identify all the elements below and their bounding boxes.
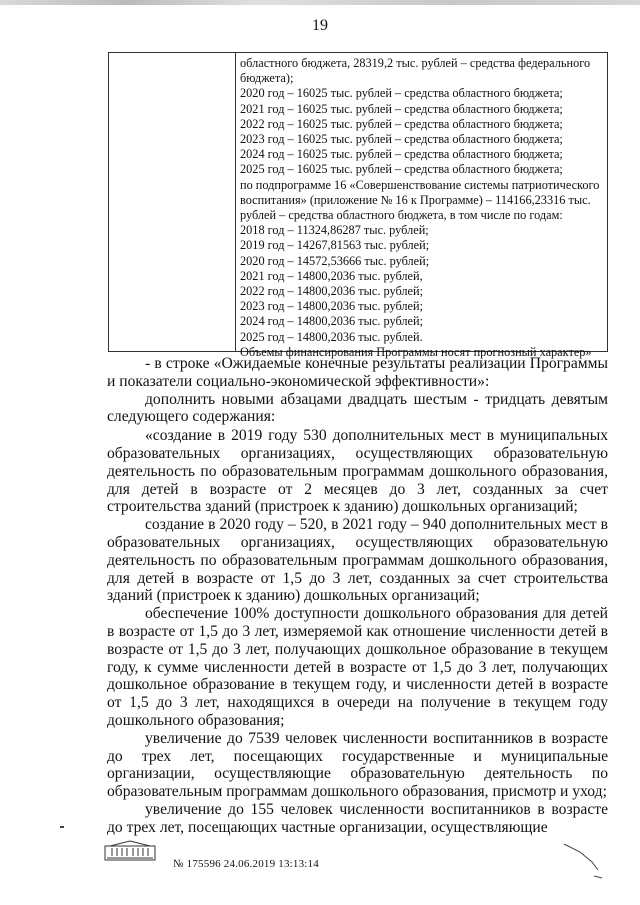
paragraph: создание в 2020 году – 520, в 2021 году – 940 дополнительных мест в образовательных организациях, осуществляющих образовательную деятельность по образовательным программам дошкольного образования, для детей в возрасте от 1,5 до 3 лет, созданных за счет строительства зданий (пристроек к зданию) дошкольных организаций; [107, 516, 608, 605]
table-line: по подпрограмме 16 «Совершенствование системы патриотического [240, 177, 600, 192]
table-column-divider [235, 53, 236, 351]
table-line: 2025 год – 16025 тыс. рублей – средства областного бюджета; [240, 162, 563, 177]
paragraph: - в строке «Ожидаемые конечные результаты реализации Программы и показатели социально-экономической эффективности»: [107, 355, 608, 390]
handwritten-mark-icon [558, 840, 613, 880]
document-body [107, 355, 608, 837]
paragraph: дополнить новыми абзацами двадцать шестым - тридцать девятым следующего содержания: [107, 390, 608, 426]
document-registration-code: № 175596 24.06.2019 13:13:14 [173, 858, 319, 870]
table-line: воспитания» (приложение № 16 к Программе) – 114166,23316 тыс. [240, 192, 591, 207]
paragraph: «создание в 2019 году 530 дополнительных мест в муниципальных образовательных организациях, осуществляющих образовательную деятельность по образовательным программам дошкольного образования, для детей в возрасте от 2 месяцев до 3 лет, созданных за счет строительства зданий (пристроек к зданию) дошкольных организаций; [107, 427, 608, 516]
table-line: 2024 год – 14800,2036 тыс. рублей; [240, 314, 423, 329]
table-line: 2022 год – 16025 тыс. рублей – средства областного бюджета; [240, 116, 563, 131]
table-cell-content [240, 56, 603, 360]
table-line: 2018 год – 11324,86287 тыс. рублей; [240, 223, 429, 238]
table-line: 2023 год – 14800,2036 тыс. рублей; [240, 299, 423, 314]
paragraph: обеспечение 100% доступности дошкольного образования для детей в возрасте от 1,5 до 3 лет, измеряемой как отношение численности детей в возрасте от 1,5 до 3 лет, получающих дошкольное образование в текущем году, к сумме численности детей в возрасте от 1,5 до 3 лет, получающих дошкольное образование в текущем году, и численности детей в возрасте от 1,5 до 3 лет, находящихся в очереди на получение в текущем году дошкольного образования; [107, 605, 608, 729]
table-line: 2021 год – 16025 тыс. рублей – средства областного бюджета; [240, 101, 563, 116]
table-line: 2023 год – 16025 тыс. рублей – средства областного бюджета; [240, 132, 563, 147]
table-line: рублей – средства областного бюджета, в том числе по годам: [240, 208, 563, 223]
table-line: 2019 год – 14267,81563 тыс. рублей; [240, 238, 430, 253]
table-line: 2020 год – 14572,53666 тыс. рублей; [240, 253, 430, 268]
table-line: 2021 год – 14800,2036 тыс. рублей, [240, 268, 423, 283]
table-line: Объемы финансирования Программы носят прогнозный характер» [240, 344, 592, 359]
paragraph: увеличение до 7539 человек численности воспитанников в возрасте до трех лет, посещающих государственные и муниципальные организации, осуществляющие образовательную деятельность по образовательным программам дошкольного образования, присмотр и уход; [107, 729, 608, 801]
table-line: областного бюджета, 28319,2 тыс. рублей – средства федерального [240, 56, 591, 70]
paragraph: увеличение до 155 человек численности воспитанников в возрасте до трех лет, посещающих частные организации, осуществляющие [107, 800, 608, 836]
government-stamp-icon [104, 840, 156, 862]
table-line: бюджета); [240, 71, 294, 86]
table-line: 2024 год – 16025 тыс. рублей – средства областного бюджета; [240, 147, 563, 162]
table-line: 2025 год – 14800,2036 тыс. рублей. [240, 329, 423, 344]
margin-mark [60, 826, 64, 828]
table-line: 2022 год – 14800,2036 тыс. рублей; [240, 284, 423, 299]
scan-edge [0, 0, 640, 5]
page-footer [0, 840, 640, 900]
page-number: 19 [312, 17, 328, 34]
table-line: 2020 год – 16025 тыс. рублей – средства областного бюджета; [240, 86, 563, 101]
financing-table [108, 52, 608, 359]
